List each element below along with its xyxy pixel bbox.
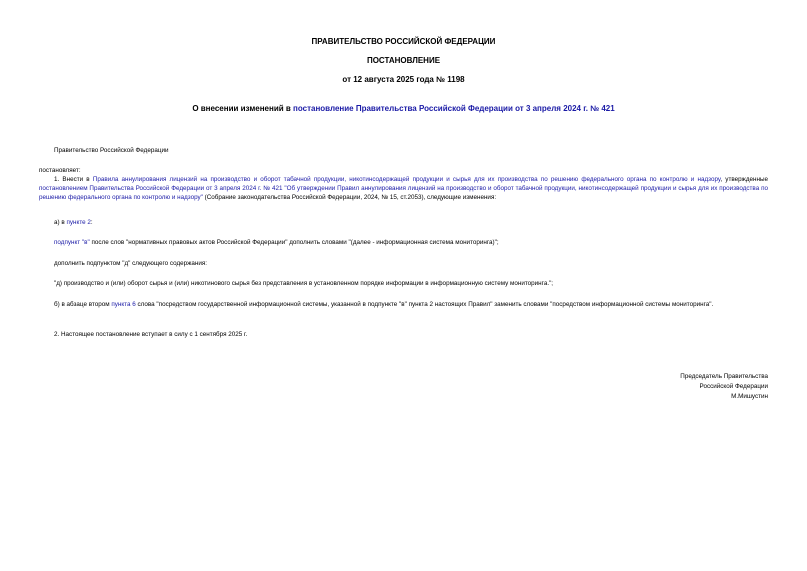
title-prefix: О внесении изменений в — [192, 104, 294, 113]
header-doc-type: ПОСТАНОВЛЕНИЕ — [366, 56, 441, 65]
paragraph-b — [39, 300, 768, 309]
link-point-2[interactable]: пункте 2 — [66, 219, 91, 226]
paragraph-a2: дополнить подпунктом "д" следующего содержания: — [54, 260, 208, 267]
paragraph-a-text-b: : — [90, 219, 93, 226]
paragraph-1-text-b: , утвержденные — [720, 176, 768, 183]
paragraph-a-text-a: а) в — [54, 219, 67, 226]
document-title — [0, 104, 807, 114]
signature-block — [680, 372, 768, 402]
paragraph-1-text-a: 1. Внести в — [54, 176, 93, 183]
header-org: ПРАВИТЕЛЬСТВО РОССИЙСКОЙ ФЕДЕРАЦИИ — [311, 37, 496, 46]
paragraph-1-text-c: (Собрание законодательства Российской Федерации, 2024, № 15, ст.2053), следующие изменения: — [202, 194, 497, 201]
signature-line-1: Председатель Правительства — [680, 373, 768, 380]
paragraph-b-text-b: слова "посредством государственной информационной системы, указанной в подпункте "в" пункта 2 настоящих Правил" заменить словами "посредством информационной системы мониторинга". — [135, 301, 714, 308]
link-subpoint-v[interactable]: подпункт "в" — [54, 239, 90, 246]
title-link-resolution-421[interactable]: постановление Правительства Российской Федерации от 3 апреля 2024 г. № 421 — [293, 104, 615, 113]
paragraph-1 — [39, 175, 768, 202]
link-resolution-421[interactable]: постановлением Правительства Российской Федерации от 3 апреля 2024 г. № 421 "Об утверждении Правил аннулирования лицензий на производство и оборот табачной продукции, никотинсодержащей продукции и сырья для их производства по решению федерального органа по контролю и надзору" — [39, 185, 768, 201]
paragraph-a1-text: после слов "нормативных правовых актов Российской Федерации" дополнить словами "(далее - информационная система мониторинга)"; — [89, 239, 499, 246]
signature-line-2: Российской Федерации — [699, 383, 768, 390]
paragraph-2: 2. Настоящее постановление вступает в силу с 1 сентября 2025 г. — [54, 331, 248, 338]
paragraph-a3: "д) производство и (или) оборот сырья и (или) никотинового сырья без представления в установленном порядке информации в информационную систему мониторинга."; — [54, 280, 554, 287]
decides-text: постановляет: — [39, 167, 81, 174]
signature-line-3: М.Мишустин — [731, 393, 768, 400]
paragraph-a1 — [54, 238, 499, 247]
header-date-number: от 12 августа 2025 года № 1198 — [342, 75, 465, 84]
link-point-6[interactable]: пункта 6 — [111, 301, 136, 308]
link-rules-annulment[interactable]: Правила аннулирования лицензий на производство и оборот табачной продукции, никотинсодержащей продукции и сырья для их производства по решению федерального органа по контролю и надзору — [92, 176, 721, 183]
issuer-text: Правительство Российской Федерации — [54, 147, 169, 154]
paragraph-b-text-a: б) в абзаце втором — [54, 301, 112, 308]
paragraph-a — [54, 218, 93, 227]
